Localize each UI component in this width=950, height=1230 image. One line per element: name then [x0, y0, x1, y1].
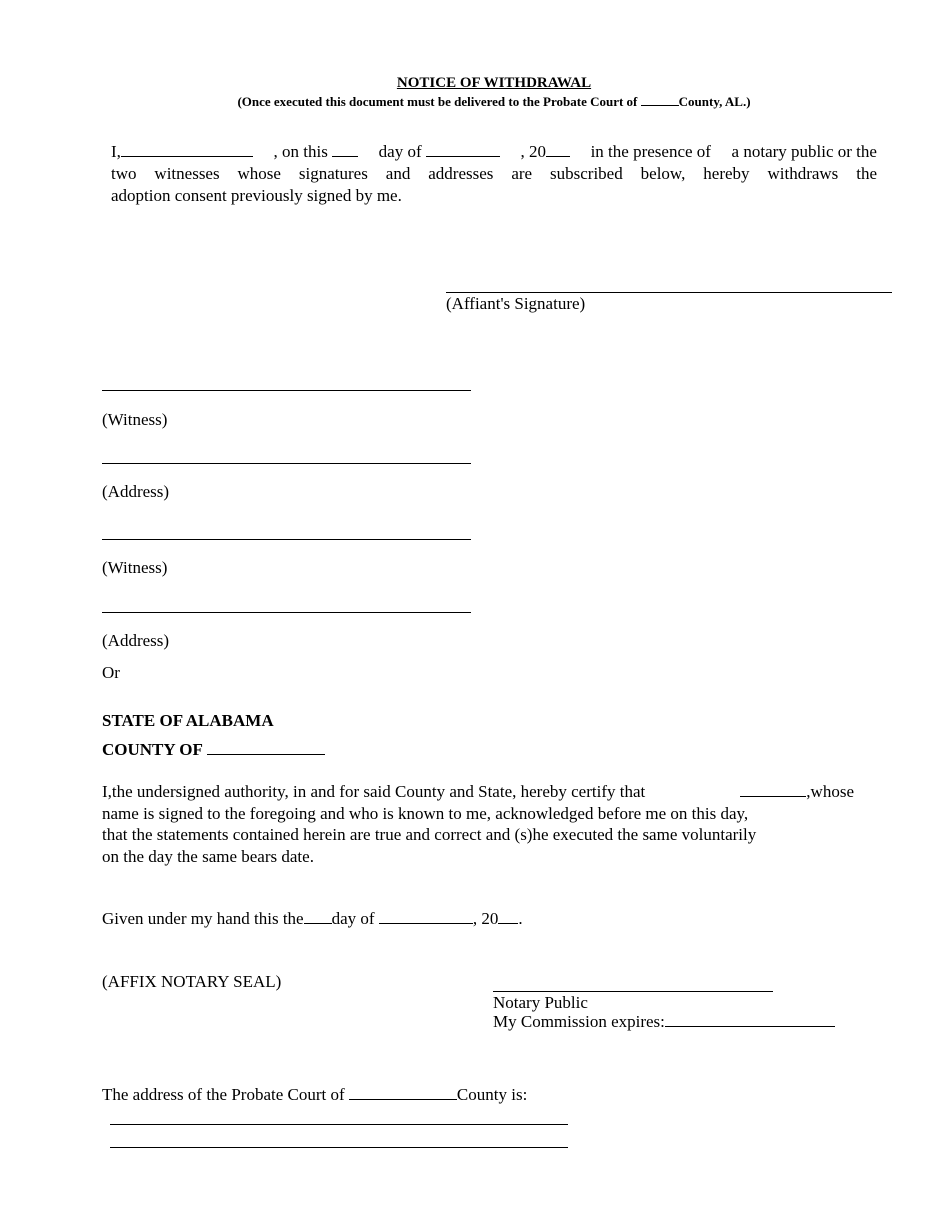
witness-2-signature-line[interactable] — [102, 539, 471, 540]
withdrawal-word-presence: in the presence of — [590, 142, 711, 161]
subtitle-text-pre: (Once executed this document must be delivered to the Probate Court of — [237, 94, 638, 109]
given-day-blank[interactable] — [304, 909, 332, 924]
withdrawal-word-day-of: day of — [379, 141, 500, 163]
withdrawal-line-2: two witnesses whose signatures and addresses are subscribed below, hereby withdraws the — [111, 164, 877, 183]
probate-county-blank[interactable] — [349, 1085, 457, 1100]
withdrawal-paragraph — [111, 141, 877, 207]
witness-1-label: (Witness) — [102, 410, 168, 429]
withdrawal-word-on-this: , on this — [274, 141, 359, 163]
affix-notary-seal-label: (AFFIX NOTARY SEAL) — [102, 972, 282, 991]
or-label: Or — [102, 663, 120, 682]
county-heading — [102, 740, 325, 760]
certification-paragraph — [102, 781, 854, 867]
withdrawal-word-year: , 20 — [520, 141, 570, 163]
witness-2-label: (Witness) — [102, 558, 168, 577]
withdrawal-line-1 — [111, 141, 877, 163]
document-subtitle — [0, 94, 950, 110]
given-month-blank[interactable] — [379, 909, 473, 924]
given-year-blank[interactable] — [498, 909, 518, 924]
certified-name-blank[interactable] — [740, 782, 806, 797]
address-2-line[interactable] — [102, 612, 471, 613]
state-heading: STATE OF ALABAMA — [102, 711, 274, 730]
withdrawal-line-3: adoption consent previously signed by me. — [111, 186, 402, 205]
certification-line-4: on the day the same bears date. — [102, 846, 314, 866]
year-blank[interactable] — [546, 142, 570, 157]
county-blank-notary[interactable] — [207, 740, 325, 755]
address-2-label: (Address) — [102, 631, 170, 650]
commission-expires-line: My Commission expires: — [493, 1012, 835, 1032]
withdrawal-word-notary: a notary public or the — [731, 142, 877, 161]
probate-address-line-2[interactable] — [110, 1147, 568, 1148]
affiant-name-blank[interactable] — [121, 142, 253, 157]
witness-1-signature-line[interactable] — [102, 390, 471, 391]
notary-signature-line[interactable] — [493, 991, 773, 992]
address-1-label: (Address) — [102, 482, 170, 501]
withdrawal-word-i: I, — [111, 141, 253, 163]
certification-line-1 — [102, 781, 854, 803]
given-under-hand-line: Given under my hand this the day of , 20 . — [102, 909, 523, 928]
county-heading-text: COUNTY OF — [102, 740, 203, 759]
subtitle-text-post: County, AL.) — [678, 94, 751, 109]
document-title: NOTICE OF WITHDRAWAL — [396, 75, 592, 91]
month-blank[interactable] — [426, 142, 500, 157]
certification-line-2: name is signed to the foregoing and who is known to me, acknowledged before me on this day, — [102, 803, 749, 823]
day-blank[interactable] — [332, 142, 358, 157]
county-blank-header[interactable] — [641, 94, 679, 106]
affiant-signature-line[interactable] — [446, 292, 892, 293]
probate-address-line: The address of the Probate Court of County is: — [102, 1085, 528, 1104]
probate-address-line-1[interactable] — [110, 1124, 568, 1125]
certification-name-group: ,whose — [740, 781, 854, 803]
certification-line-1-text: I,the undersigned authority, in and for said County and State, hereby certify that — [102, 782, 646, 801]
commission-expires-blank[interactable] — [665, 1012, 835, 1027]
certification-line-3: that the statements contained herein are true and correct and (s)he executed the same voluntarily — [102, 825, 757, 844]
affiant-signature-label: (Affiant's Signature) — [446, 294, 586, 313]
address-1-line[interactable] — [102, 463, 471, 464]
notary-public-label: Notary Public — [493, 993, 588, 1012]
